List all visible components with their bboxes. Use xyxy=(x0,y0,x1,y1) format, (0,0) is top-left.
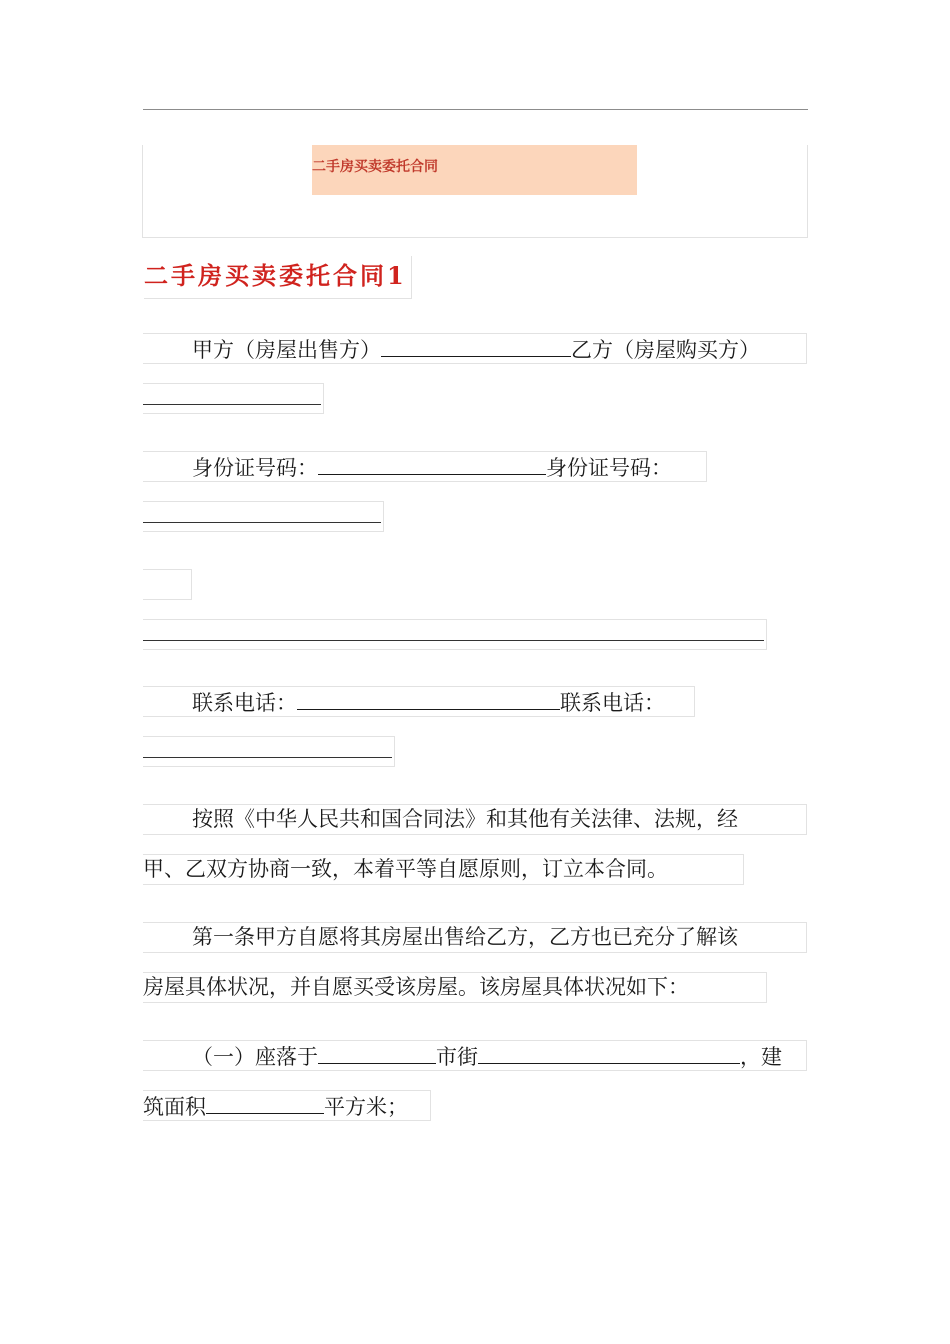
long-blank-line xyxy=(143,619,767,650)
id-line xyxy=(143,451,707,482)
phone-a-label: 联系电话： xyxy=(192,691,297,715)
phone-b-blank-line xyxy=(143,736,395,767)
id-a-label: 身份证号码： xyxy=(192,456,318,480)
phone-a-blank xyxy=(297,687,560,710)
party-a-blank xyxy=(381,334,571,357)
party-b-blank xyxy=(143,404,321,405)
document-title: 二手房买卖委托合同1 xyxy=(144,256,412,299)
header-banner xyxy=(312,145,637,195)
street-blank xyxy=(478,1041,740,1064)
empty-box xyxy=(143,569,192,600)
top-rule xyxy=(143,109,808,110)
para1-line2: 甲、乙双方协商一致，本着平等自愿原则，订立本合同。 xyxy=(143,854,744,885)
party-a-label: 甲方（房屋出售方） xyxy=(192,338,381,362)
area-blank xyxy=(206,1091,324,1114)
para1-line1: 按照《中华人民共和国合同法》和其他有关法律、法规，经 xyxy=(143,804,807,835)
party-b-label: 乙方（房屋购买方） xyxy=(571,338,760,362)
item1-line1: （一）座落于 市街 ，建 xyxy=(143,1040,807,1071)
party-line xyxy=(143,333,807,364)
id-b-blank-line xyxy=(143,501,384,532)
id-b-label: 身份证号码： xyxy=(546,456,672,480)
party-b-blank-line xyxy=(143,383,324,414)
phone-b-blank xyxy=(143,757,392,758)
long-blank xyxy=(143,640,764,641)
id-b-blank xyxy=(143,522,381,523)
item1-line2: 筑面积 平方米； xyxy=(143,1090,431,1121)
para2-line2: 房屋具体状况，并自愿买受该房屋。该房屋具体状况如下： xyxy=(143,972,767,1003)
header-banner-text: 二手房买卖委托合同 xyxy=(312,159,438,175)
id-a-blank xyxy=(318,452,546,475)
phone-b-label: 联系电话： xyxy=(560,691,665,715)
para2-line1: 第一条甲方自愿将其房屋出售给乙方，乙方也已充分了解该 xyxy=(143,922,807,953)
city-blank xyxy=(318,1041,436,1064)
phone-line xyxy=(143,686,695,717)
